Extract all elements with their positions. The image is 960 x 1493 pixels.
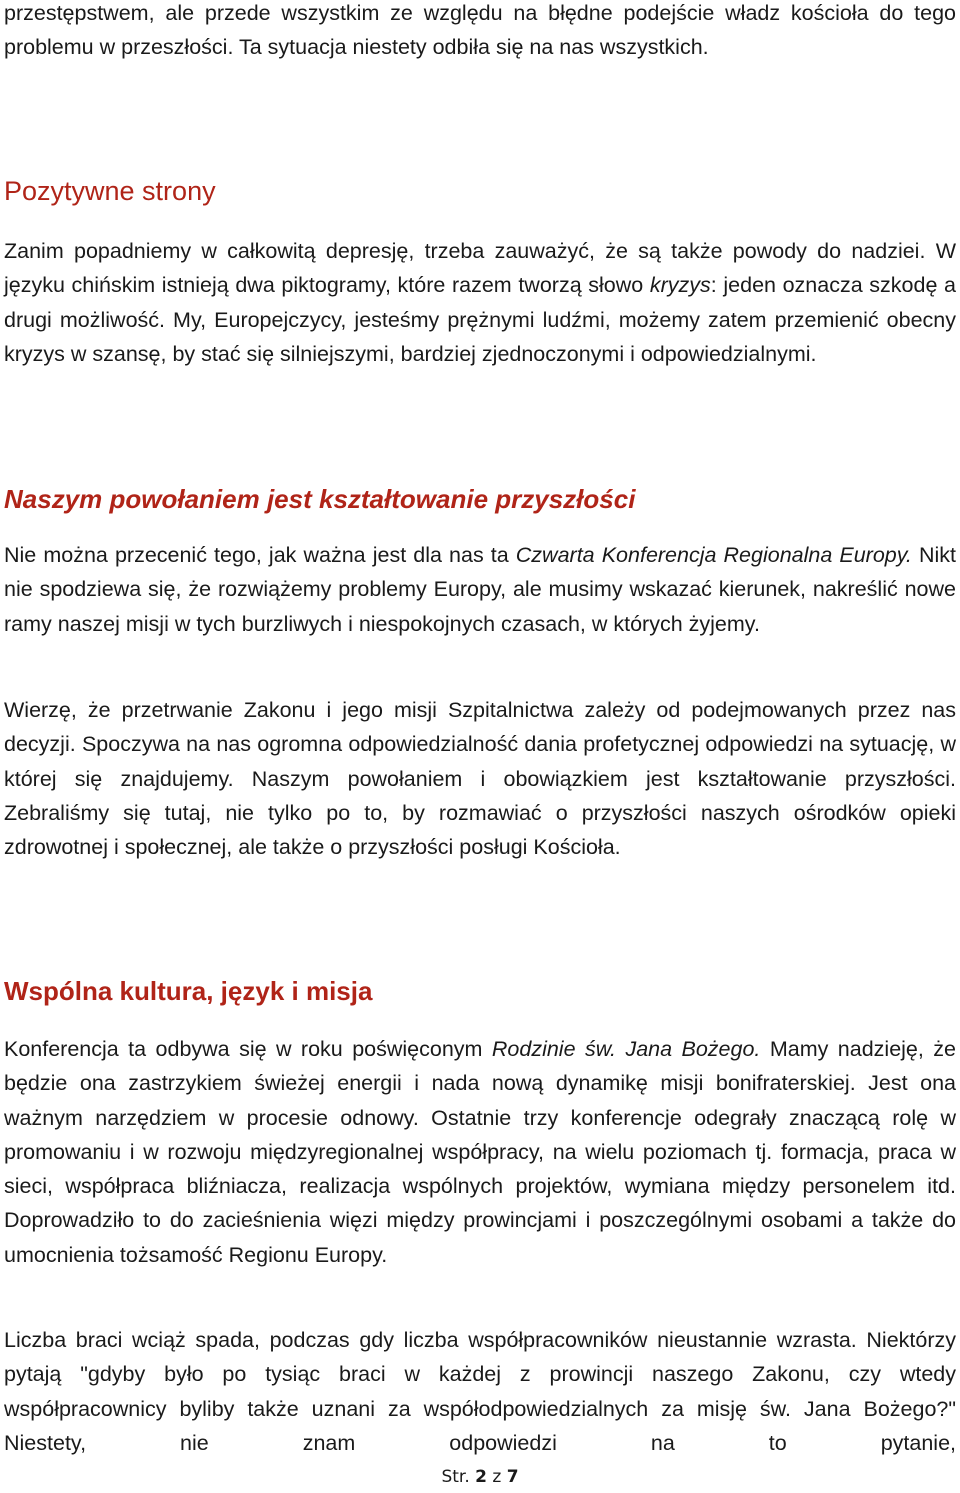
section2-italic-conference: Czwarta Konferencja Regionalna Europy. <box>515 543 912 567</box>
section1-text-b: : jeden oznacza szkodę a drugi możliwość. My, Europejczycy, jesteśmy prężnymi ludźmi, możemy zatem przemienić obecny kryzys w szansę, by stać się silniejszymi, bardziej zjednoczonymi i odpowiedzialnymi. <box>4 273 956 366</box>
section3-paragraph-2 <box>4 1323 956 1460</box>
section1-paragraph <box>4 234 956 371</box>
section3-text-b: Mamy nadzieję, że będzie ona zastrzykiem świeżej energii i nada nową dynamikę misji bonifraterskiej. Jest ona ważnym narzędziem w procesie odnowy. Ostatnie trzy konferencje odegrały znaczącą rolę w promowaniu i w rozwoju międzyregionalnej współpracy, na wielu poziomach tj. formacja, praca w sieci, współpraca bliźniacza, realizacja wspólnych projektów, wymiana między personelem itd. Doprowadziło to do zacieśnienia więzi między prowincjami i poszczególnymi osobami a także do umocnienia tożsamość Regionu Europy. <box>4 1037 956 1267</box>
section-heading-common-culture: Wspólna kultura, język i misja <box>4 976 373 1006</box>
section3-italic-family: Rodzinie św. Jana Bożego. <box>491 1037 761 1061</box>
intro-paragraph <box>4 0 956 65</box>
section1-italic-kryzys: kryzys <box>649 273 711 298</box>
section2-p2-text: Wierzę, że przetrwanie Zakonu i jego misji Szpitalnictwa zależy od podejmowanych przez nas decyzji. Spoczywa na nas ogromna odpowiedzialność dania profetycznej odpowiedzi na sytuację, w której się znajdujemy. Naszym powołaniem i obowiązkiem jest kształtowanie przyszłości. Zebraliśmy się tutaj, nie tylko po to, by rozmawiać o przyszłości naszych ośrodków opieki zdrowotnej i społecznej, ale także o przyszłości posługi Kościoła. <box>4 698 956 860</box>
section2-text-a: Nie można przecenić tego, jak ważna jest dla nas ta <box>4 543 516 567</box>
section2-paragraph-2 <box>4 693 956 864</box>
footer-separator: z <box>486 1467 507 1487</box>
section1-text-a: Zanim popadniemy w całkowitą depresję, trzeba zauważyć, że są także powody do nadziei. W języku chińskim istnieją dwa piktogramy, które razem tworzą słowo <box>4 239 956 298</box>
section-heading-positive: Pozytywne strony <box>4 176 216 206</box>
footer-prefix: Str. <box>441 1467 476 1487</box>
footer-current-page: 2 <box>475 1467 487 1487</box>
intro-text: przestępstwem, ale przede wszystkim ze względu na błędne podejście władz kościoła do tego problemu w przeszłości. Ta sytuacja niestety odbiła się na nas wszystkich. <box>4 1 956 60</box>
page-footer <box>0 1466 960 1488</box>
section3-p2-text: Liczba braci wciąż spada, podczas gdy liczba współpracowników nieustannie wzrasta. Niektórzy pytają "gdyby było po tysiąc braci w każdej z prowincji naszego Zakonu, czy wtedy współpracownicy byliby także uznani za współodpowiedzialnych za misję św. Jana Bożego?" Niestety, nie znam odpowiedzi na to pytanie, <box>4 1328 956 1455</box>
section-heading-calling: Naszym powołaniem jest kształtowanie przyszłości <box>4 484 636 514</box>
section3-paragraph-1 <box>4 1032 956 1272</box>
section3-text-a: Konferencja ta odbywa się w roku poświęconym <box>4 1037 492 1061</box>
section2-text-b: Nikt nie spodziewa się, że rozwiążemy problemy Europy, ale musimy wskazać kierunek, nakreślić nowe ramy naszej misji w tych burzliwych i niespokojnych czasach, w których żyjemy. <box>4 543 956 636</box>
footer-total-pages: 7 <box>506 1467 519 1487</box>
section2-paragraph-1 <box>4 538 956 641</box>
